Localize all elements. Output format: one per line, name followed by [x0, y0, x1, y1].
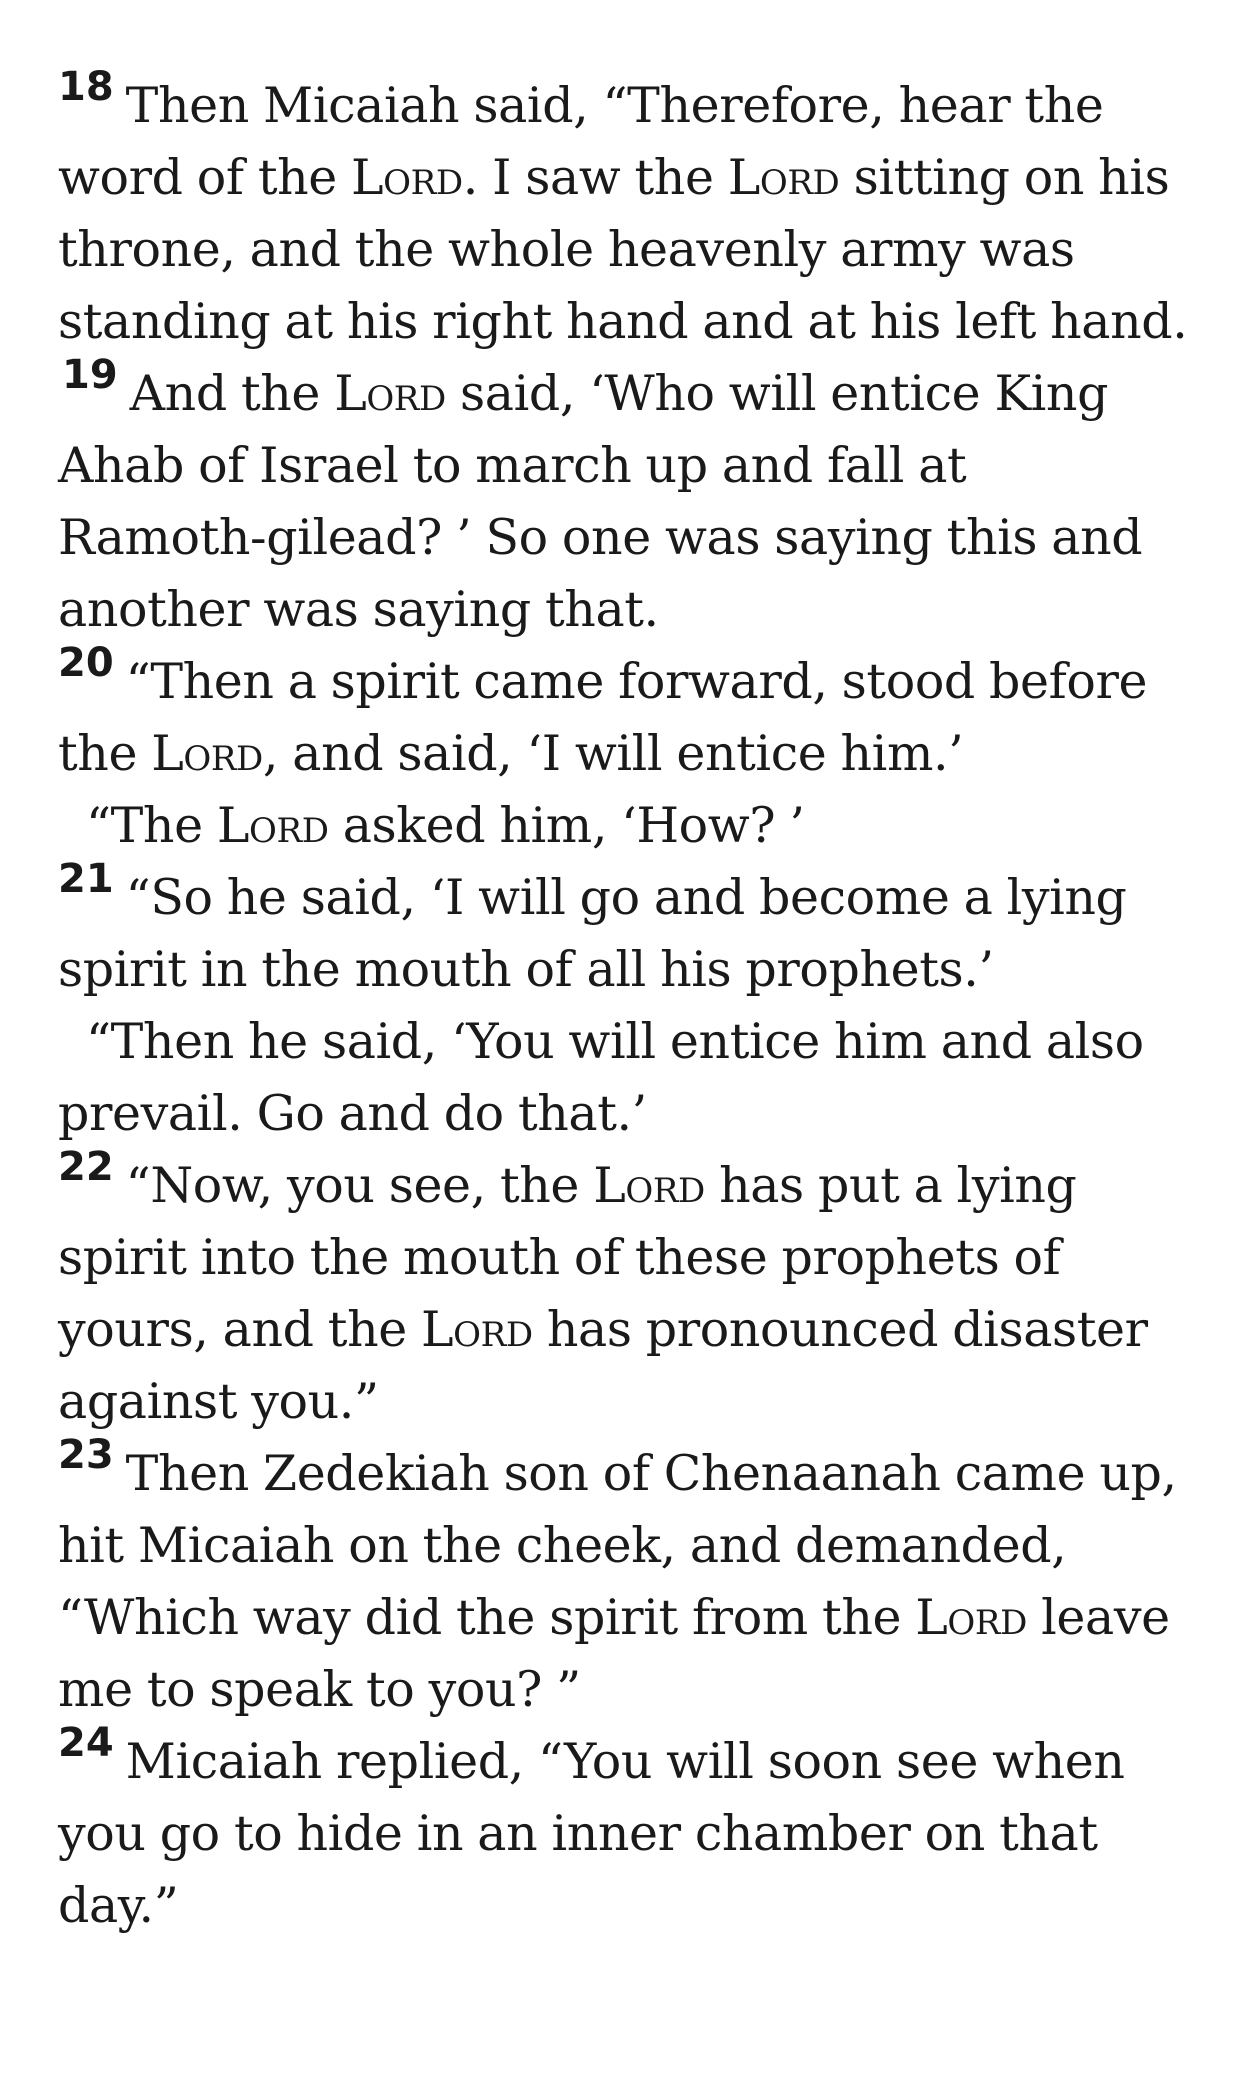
- verse-text: Then Zedekiah son of Chenaanah came up, hit Micaiah on the cheek, and demanded, “Which way did the spirit from the: [58, 1445, 1177, 1646]
- divine-name: Lord: [334, 365, 446, 422]
- verse-number: 20: [58, 640, 114, 686]
- verse-paragraph: [58, 1720, 1188, 1942]
- verse-text: “Then a spirit came forward, stood before the: [58, 653, 1148, 782]
- verse-number: 22: [58, 1144, 114, 1190]
- verse-text: said, ‘Who will entice King Ahab of Israel to march up and fall at Ramoth-gilead? ’ So one was saying this and another was saying that.: [58, 365, 1143, 638]
- verse-text: Then Micaiah said, “Therefore, hear the word of the: [58, 77, 1104, 206]
- verse-text: And the: [129, 365, 335, 422]
- verse-paragraph: [58, 856, 1188, 1006]
- verse-text: has put a lying spirit into the mouth of these prophets of yours, and the: [58, 1157, 1077, 1358]
- verse-text: . I saw the: [462, 149, 728, 206]
- divine-name: Lord: [593, 1157, 705, 1214]
- verse-text: Micaiah replied, “You will soon see when you go to hide in an inner chamber on that day.”: [58, 1733, 1125, 1934]
- verse-number: 19: [62, 352, 118, 398]
- scripture-reading-pane[interactable]: [58, 64, 1188, 1942]
- verse-text: has pronounced disaster against you.”: [58, 1301, 1148, 1430]
- verse-number: 24: [58, 1720, 114, 1766]
- divine-name: Lord: [151, 725, 263, 782]
- divine-name: Lord: [727, 149, 840, 206]
- verse-text: “The: [86, 797, 217, 854]
- verse-number: 21: [58, 856, 114, 902]
- verse-paragraph: [58, 1144, 1188, 1438]
- verse-text: “Now, you see, the: [125, 1157, 594, 1214]
- verse-text: asked him, ‘How? ’: [328, 797, 805, 854]
- verse-text: “So he said, ‘I will go and become a lying spirit in the mouth of all his prophets.’: [58, 869, 1127, 998]
- verse-number: 23: [58, 1432, 114, 1478]
- verse-paragraph: [58, 64, 1188, 646]
- verse-paragraph: [58, 1432, 1188, 1726]
- divine-name: Lord: [216, 797, 329, 854]
- verse-text: leave me to speak to you? ”: [58, 1589, 1170, 1718]
- divine-name: Lord: [915, 1589, 1027, 1646]
- verse-text: “Then he said, ‘You will entice him and also prevail. Go and do that.’: [58, 1013, 1144, 1142]
- verse-text: sitting on his throne, and the whole heavenly army was standing at his right hand and at his left hand.: [58, 149, 1188, 350]
- verse-text: , and said, ‘I will entice him.’: [262, 725, 964, 782]
- divine-name: Lord: [421, 1301, 533, 1358]
- divine-name: Lord: [351, 149, 463, 206]
- verse-paragraph: [58, 790, 1188, 862]
- verse-paragraph: [58, 1006, 1188, 1150]
- verse-paragraph: [58, 640, 1188, 790]
- verse-number: 18: [58, 64, 114, 110]
